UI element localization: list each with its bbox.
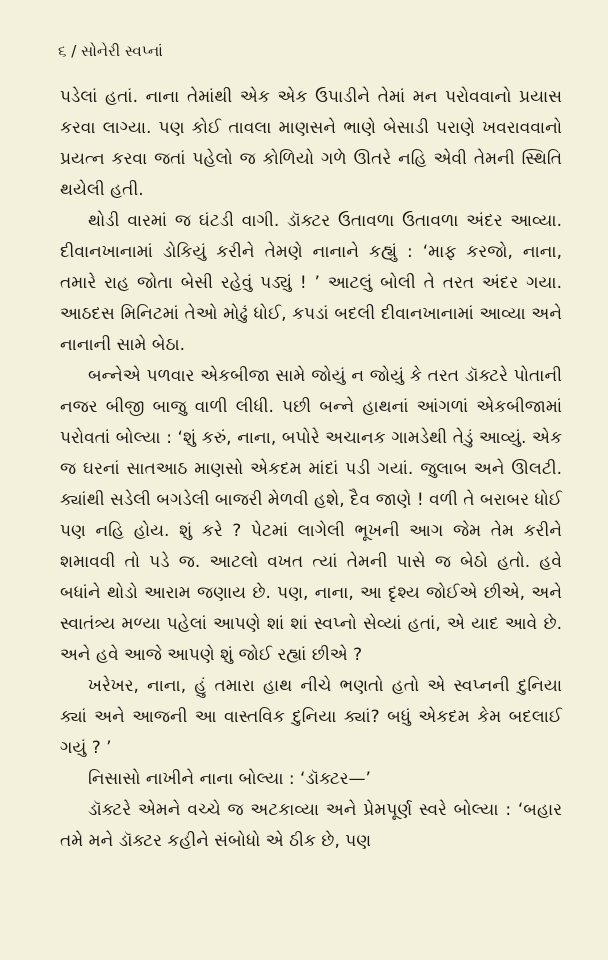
paragraph-6: ડૉક્ટરે એમને વચ્ચે જ અટકાવ્યા અને પ્રેમપૂર્ણ સ્વરે બોલ્યા : ‘બહાર તમે મને ડૉક્ટર કહીને સંબોધો એ ઠીક છે, પણ: [60, 800, 562, 851]
running-header: [58, 40, 562, 62]
header-separator: /: [71, 42, 77, 60]
paragraph-4: ખરેખર, નાના, હું તમારા હાથ નીચે ભણતો હતો એ સ્વપ્નની દુનિયા ક્યાં અને આજની આ વાસ્તવિક દુનિયા ક્યાં? બધું એકદમ કેમ બદલાઈ ગયું ? ’: [60, 676, 562, 758]
paragraph-3: બન્નેએ પળવાર એકબીજા સામે જોયું ન જોયું કે તરત ડૉક્ટરે પોતાની નજર બીજી બાજુ વાળી લીધી. પછી બન્ને હાથનાં આંગળાં એકબીજામાં પરોવતાં બોલ્યા : ‘શું કરું, નાના, બપોરે અચાનક ગામડેથી તેડું આવ્યું. એક જ ઘરનાં સાતઆઠ માણસો એકદમ માંદાં પડી ગયાં. જુલાબ અને ઊલટી. ક્યાંથી સડેલી બગડેલી બાજરી મેળવી હશે, દૈવ જાણે ! વળી તે બરાબર ધોઈ પણ નહિ હોય. શું કરે ? પેટમાં લાગેલી ભૂખની આગ જેમ તેમ કરીને શમાવવી તો પડે જ. આટલો વખત ત્યાં તેમની પાસે જ બેઠો હતો. હવે બધાંને થોડો આરામ જણાય છે. પણ, નાના, આ દૃશ્ય જોઈએ છીએ, અને સ્વાતંત્ર્ય મળ્યા પહેલાં આપણે શાં શાં સ્વપ્નો સેવ્યાં હતાં, એ યાદ આવે છે. અને હવે આજે આપણે શું જોઈ રહ્યાં છીએ ?: [60, 366, 562, 665]
paragraph-1: પડેલાં હતાં. નાના તેમાંથી એક એક ઉપાડીને તેમાં મન પરોવવાનો પ્રયાસ કરવા લાગ્યા. પણ કોઈ તાવલા માણસને ભાણે બેસાડી પરાણે ખવરાવવાનો પ્રયત્ન કરવા જતાં પહેલો જ કોળિયો ગળે ઊતરે નહિ એવી તેમની સ્થિતિ થયેલી હતી.: [60, 87, 562, 200]
paragraph-5: નિસાસો નાખીને નાના બોલ્યા : ‘ડૉક્ટર—’: [88, 769, 371, 789]
book-title: સોનેરી સ્વપ્નાં: [81, 42, 163, 60]
page-number: ૬: [58, 42, 67, 60]
paragraph-2: થોડી વારમાં જ ઘંટડી વાગી. ડૉક્ટર ઉતાવળા ઉતાવળા અંદર આવ્યા. દીવાનખાનામાં ડોકિયું કરીને તેમણે નાનાને કહ્યું : ‘માફ કરજો, નાના, તમારે રાહ જોતા બેસી રહેવું પડ્યું ! ’ આટલું બોલી તે તરત અંદર ગયા. આઠદસ મિનિટમાં તેઓ મોઢું ધોઈ, કપડાં બદલી દીવાનખાનામાં આવ્યા અને નાનાની સામે બેઠા.: [60, 211, 562, 355]
